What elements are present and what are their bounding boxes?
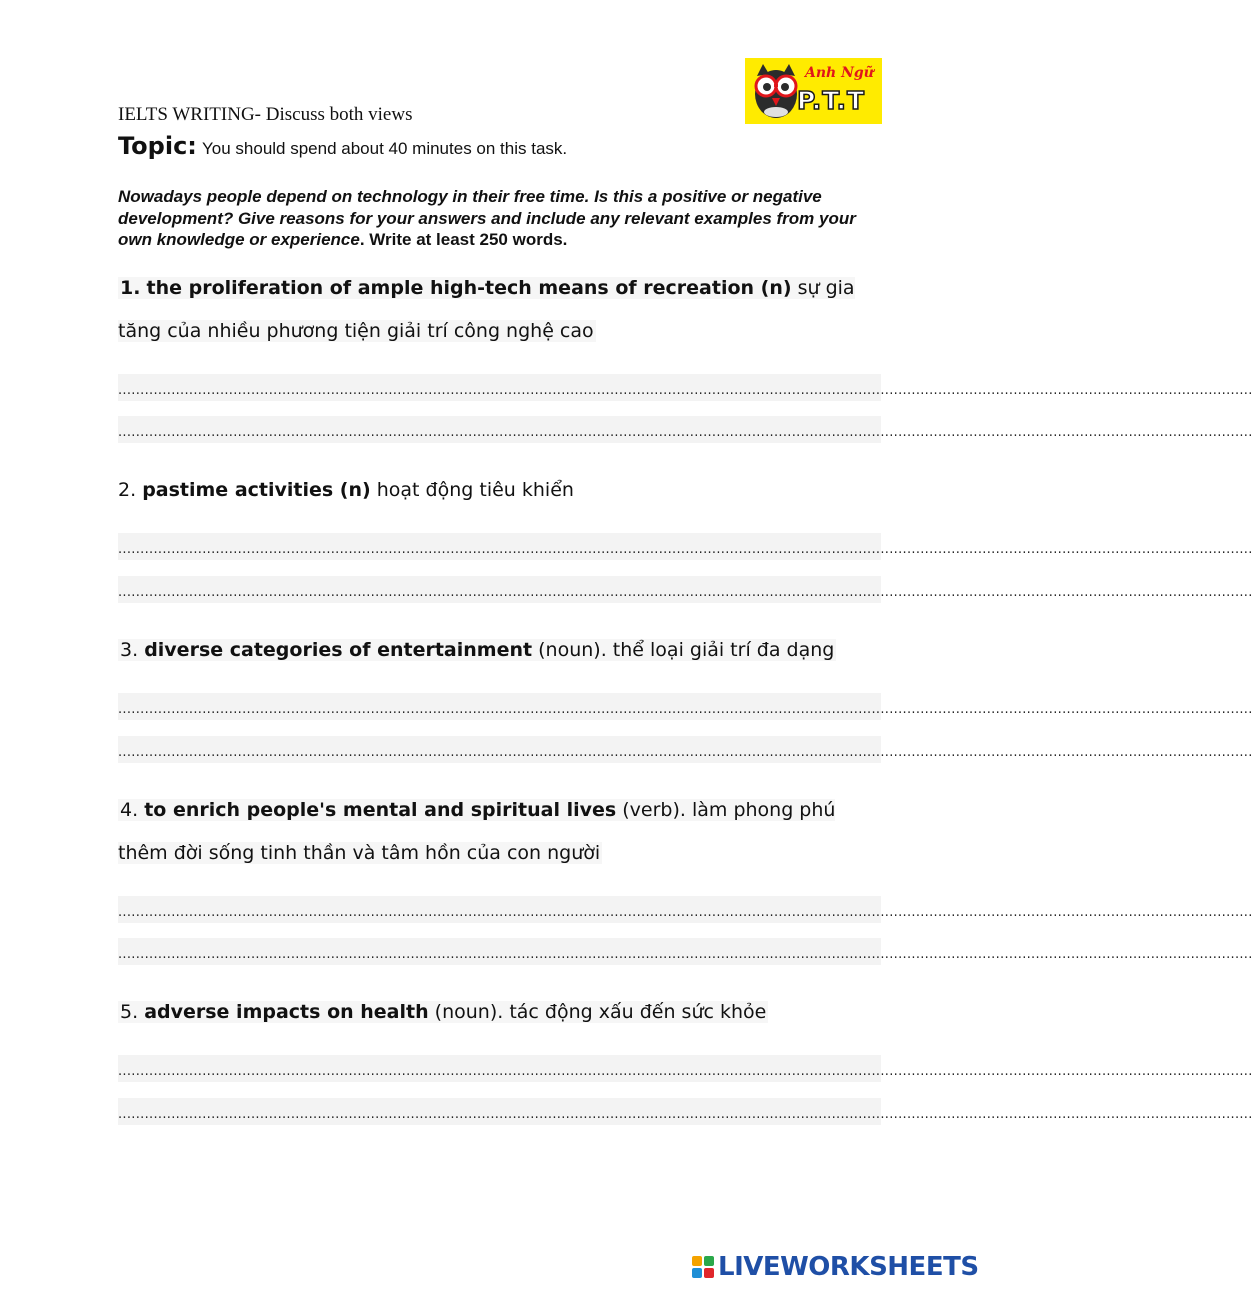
school-logo bbox=[745, 58, 882, 124]
answer-line-1a[interactable]: ................................................................................................................................................................................................................................................................ bbox=[118, 374, 881, 401]
answer-line-2b[interactable]: ................................................................................................................................................................................................................................................................ bbox=[118, 576, 881, 603]
logo-line1: Anh Ngữ bbox=[805, 65, 874, 81]
topic-line bbox=[118, 132, 567, 160]
brand-text: LIVEWORKSHEETS bbox=[718, 1252, 979, 1282]
answer-line-1b[interactable]: ................................................................................................................................................................................................................................................................ bbox=[118, 416, 881, 443]
item-number: 5. bbox=[120, 1001, 139, 1023]
answer-line-3a[interactable]: ................................................................................................................................................................................................................................................................ bbox=[118, 693, 881, 720]
item-pos: (verb). bbox=[622, 799, 686, 821]
answer-line-4b[interactable]: ................................................................................................................................................................................................................................................................ bbox=[118, 938, 881, 965]
answer-line-5a[interactable]: ................................................................................................................................................................................................................................................................ bbox=[118, 1055, 881, 1082]
topic-text: You should spend about 40 minutes on this task. bbox=[202, 139, 568, 158]
vocab-item-1 bbox=[118, 267, 883, 353]
topic-label: Topic: bbox=[118, 132, 197, 160]
item-term: the proliferation of ample high-tech means of recreation (n) bbox=[146, 277, 792, 299]
item-number: 2. bbox=[118, 479, 137, 501]
item-meaning: hoạt động tiêu khiển bbox=[376, 479, 574, 501]
answer-line-5b[interactable]: ................................................................................................................................................................................................................................................................ bbox=[118, 1098, 881, 1125]
liveworksheets-brand[interactable] bbox=[692, 1252, 979, 1282]
item-pos: (noun). bbox=[538, 639, 607, 661]
prompt-instruction: . Write at least 250 words. bbox=[359, 230, 568, 249]
vocab-item-4 bbox=[118, 789, 883, 875]
answer-line-3b[interactable]: ................................................................................................................................................................................................................................................................ bbox=[118, 736, 881, 763]
item-term: diverse categories of entertainment bbox=[144, 639, 533, 661]
liveworksheets-icon bbox=[692, 1256, 714, 1278]
page-title: IELTS WRITING- Discuss both views bbox=[118, 104, 413, 125]
answer-line-4a[interactable]: ................................................................................................................................................................................................................................................................ bbox=[118, 896, 881, 923]
vocab-item-5 bbox=[118, 991, 883, 1034]
vocab-item-3 bbox=[118, 629, 883, 672]
item-term: to enrich people's mental and spiritual lives bbox=[144, 799, 617, 821]
item-meaning: tác động xấu đến sức khỏe bbox=[509, 1001, 767, 1023]
item-number: 4. bbox=[120, 799, 139, 821]
item-number: 1. bbox=[120, 277, 141, 299]
item-meaning: thể loại giải trí đa dạng bbox=[612, 639, 835, 661]
item-number: 3. bbox=[120, 639, 139, 661]
item-term: adverse impacts on health bbox=[144, 1001, 429, 1023]
item-meaning: làm phong phú thêm đời sống tinh thần và tâm hồn của con người bbox=[118, 799, 836, 864]
prompt-question: Nowadays people depend on technology in their free time. Is this a positive or negative development? Give reasons for your answers and include any relevant examples from your own knowledge or experience bbox=[118, 187, 856, 249]
vocab-item-2 bbox=[118, 469, 883, 512]
owl-logo-icon bbox=[751, 62, 801, 120]
item-pos: (noun). bbox=[434, 1001, 504, 1023]
item-term: pastime activities (n) bbox=[142, 479, 371, 501]
answer-line-2a[interactable]: ................................................................................................................................................................................................................................................................ bbox=[118, 533, 881, 560]
logo-line2: P.T.T bbox=[797, 86, 866, 115]
item-meaning: sự gia tăng của nhiều phương tiện giải trí công nghệ cao bbox=[118, 277, 855, 342]
essay-prompt bbox=[118, 186, 888, 251]
